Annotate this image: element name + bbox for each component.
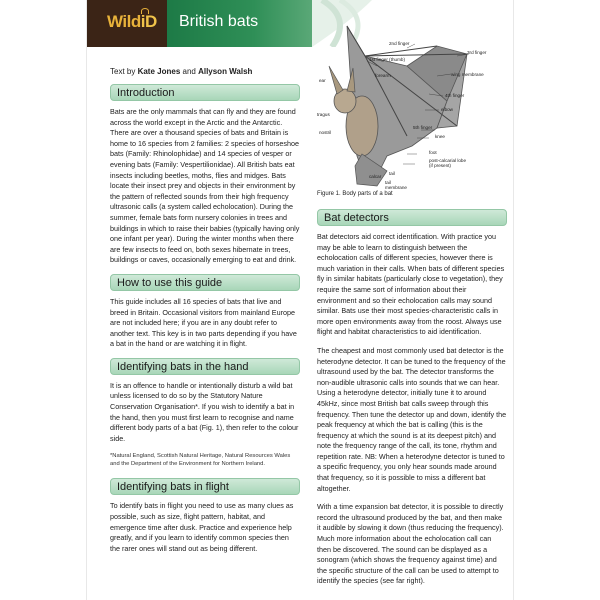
- label-tail-membrane: tail membrane: [385, 180, 407, 190]
- bat-detectors-text-3: With a time expansion bat detector, it is possible to directly record the ultrasound produced by the bat, and then make it audible by slowing it down (thus reducing the frequency). Much more information about the echolocation call can then be discovered. The sound can be displayed as a sonogram (which shows the frequency against time) and the specific structure of the call can be used to attempt to identify the species (see far right).: [317, 502, 504, 586]
- bat-detectors-text-1: Bat detectors aid correct identification. With practice you may be able to learn to distinguish between the echolocation calls of different species, however there is much variation in their calls. When bats of different species fly in similar habitats (particularly close to vegetation), they require the same sort of information about their environment and so their echolocation calls may sound similar. Bats use their most species-characteristic calls in more open environments away from the roost. Always use flight and habitat characteristics to aid identification.: [317, 232, 505, 337]
- logo-eye-icon: [141, 8, 149, 14]
- figure-caption: Figure 1. Body parts of a bat: [317, 191, 393, 197]
- right-column-figure: [317, 6, 507, 205]
- bat-body-parts-figure: [317, 6, 507, 191]
- title-band: [167, 0, 312, 47]
- in-hand-footnote: *Natural England, Scottish Natural Heritage, Natural Resources Wales and the Department of the Environment for Northern Ireland.: [110, 453, 291, 468]
- label-post-calcarial-lobe: post-calcarial lobe (if present): [429, 158, 467, 168]
- bat-detectors-heading: Bat detectors: [317, 209, 507, 226]
- introduction-text: Bats are the only mammals that can fly and they are found across the world except in the Arctic and the Antarctic. There are over a thousand species of bats and Britain is home to 16 species from 2 families: 2 species of horseshoe bats (Family: Rhinolophidae) and 14 species of vesper or evening bats (Family: Vespertilionidae). All British bats eat insects including beetles, moths, flies and midges. Bats locate their insect prey and objects in their environment by the pattern of reflected sounds from their high frequency ultrasonic calls (a system called echolocation). During the summer, female bats form nursery colonies in trees and buildings in which to raise their babies (typically having only one infant per year). During the winter months when there are few insects to feed on, both sexes hibernate in trees, buildings or caves, occasionally emerging to eat and drink.: [110, 107, 300, 265]
- label-2nd-finger: 2nd finger: [389, 41, 410, 46]
- in-hand-heading: Identifying bats in the hand: [110, 358, 300, 375]
- byline: Text by Kate Jones and Allyson Walsh: [110, 67, 253, 76]
- how-to-use-text: This guide includes all 16 species of bats that live and breed in Britain. Occasional visitors from mainland Europe are not included here; if you are in any doubt refer to another text. This key is in two parts depending if you have a bat in the hand or are watching it in flight.: [110, 296, 297, 349]
- in-flight-text: To identify bats in flight you need to use as many clues as possible, such as size, flight pattern, habitat, and emergence time after dusk. Practice and experience help greatly, and if you learn to identify common species then the rarer ones will stand out as being different.: [110, 501, 294, 553]
- bat-illustration: [317, 6, 507, 191]
- label-elbow: elbow: [441, 107, 454, 112]
- label-tail: tail: [389, 171, 395, 176]
- label-foot: foot: [429, 150, 437, 155]
- author-2: Allyson Walsh: [198, 67, 253, 76]
- label-forearm: forearm: [375, 73, 391, 78]
- label-nostril: nostril: [319, 130, 332, 135]
- label-3rd-finger: 3rd finger: [467, 50, 487, 55]
- right-column-text: [317, 209, 507, 595]
- label-calcar: calcar: [369, 174, 382, 179]
- label-5th-finger: 5th finger: [413, 125, 433, 130]
- label-tragus: tragus: [317, 112, 330, 117]
- wildid-logo: [87, 0, 167, 47]
- in-hand-text: It is an offence to handle or intentionally disturb a wild bat unless licensed to do so by the Statutory Nature Conservation Organisation*. If you wish to identify a bat in the hand, then you must first learn to recognise and name different body parts of a bat (Fig. 1), then refer to the colour side.: [110, 380, 299, 443]
- bat-detectors-text-2: The cheapest and most commonly used bat detector is the heterodyne detector. It can be tuned to the frequency of the ultrasound used by the bat. The detector transforms the non-audible ultrasonic calls into sounds that we can hear. Using a heterodyne detector, initially tune it to around 45kHz, since most British bat calls sweep through this frequency. Then tune the detector up and down, identify the peak frequency at which the bat is calling (this is the frequency at which the sound is at its deepest pitch) and note the frequency range of the call, its tone, rhythm and repetition rate. NB: When a heterodyne detector is tuned to a specific frequency, you only hear sounds made around that frequency, so it is possible to miss a different bat altogether.: [317, 345, 507, 493]
- label-ear: ear: [319, 78, 326, 83]
- introduction-heading: Introduction: [110, 84, 300, 101]
- page-title: British bats: [179, 13, 259, 30]
- label-4th-finger: 4th finger: [445, 93, 465, 98]
- author-1: Kate Jones: [137, 67, 181, 76]
- in-flight-heading: Identifying bats in flight: [110, 478, 300, 495]
- guide-page: [87, 0, 513, 600]
- how-to-use-heading: How to use this guide: [110, 274, 300, 291]
- logo-wild-text: Wild: [107, 12, 141, 31]
- label-1st-finger: 1st finger (thumb): [369, 57, 405, 62]
- label-wing-membrane: wing membrane: [451, 72, 484, 77]
- label-knee: knee: [435, 134, 445, 139]
- logo-id-text: iD: [140, 12, 157, 31]
- left-column: [110, 67, 300, 562]
